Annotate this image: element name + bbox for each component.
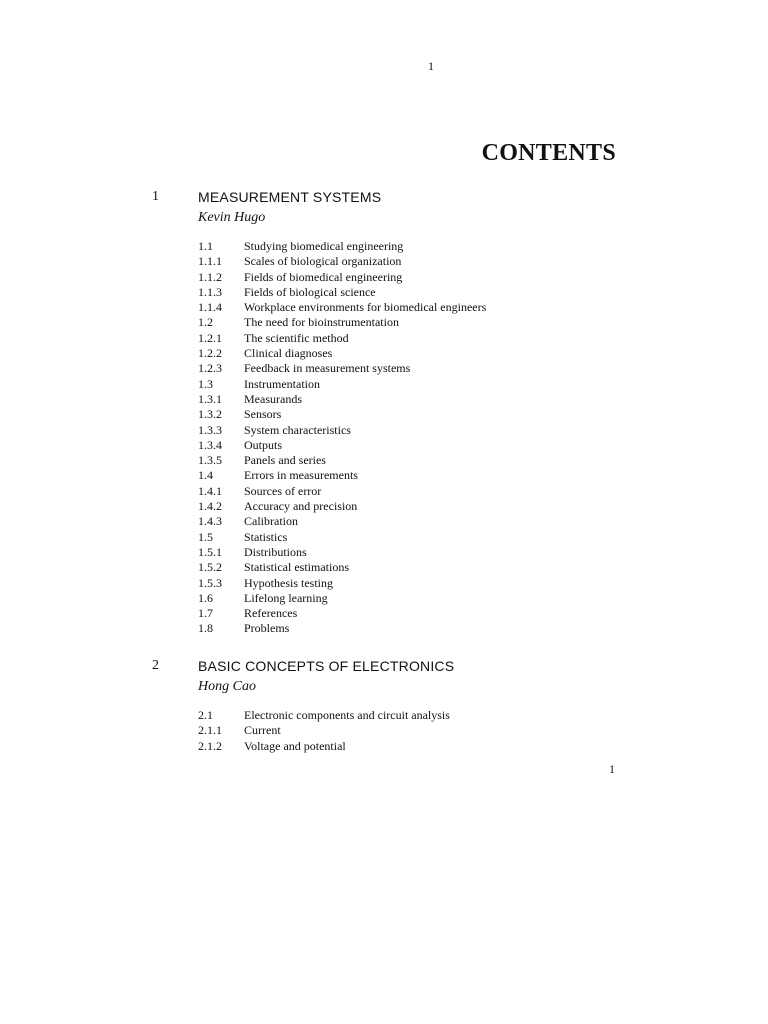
section-number: 1.2 (198, 315, 213, 330)
section-title: Distributions (244, 544, 307, 559)
page-number-top: 1 (428, 59, 434, 73)
section-number: 1.1.3 (198, 284, 222, 299)
toc-entry (198, 514, 630, 529)
section-number: 1.5 (198, 529, 213, 544)
section-list (198, 239, 630, 637)
section-number: 1.4 (198, 468, 213, 483)
section-title: Statistical estimations (244, 560, 349, 575)
chapter-author: Hong Cao (198, 679, 256, 694)
section-title: Sources of error (244, 483, 322, 498)
section-number: 1.1.4 (198, 300, 222, 315)
section-number: 1.3.2 (198, 407, 222, 422)
toc-entry (198, 723, 630, 738)
section-number: 1.7 (198, 606, 213, 621)
section-title: System characteristics (244, 422, 351, 437)
section-title: Statistics (244, 529, 288, 544)
section-title: Feedback in measurement systems (244, 361, 411, 376)
chapter-heading (150, 189, 630, 208)
section-number: 1.5.2 (198, 560, 222, 575)
toc-entry (198, 621, 630, 636)
section-number: 1.3.3 (198, 422, 222, 437)
section-number: 1.6 (198, 590, 213, 605)
section-title: Instrumentation (244, 376, 320, 391)
page-number-bottom: 1 (609, 762, 615, 776)
toc-entry (198, 453, 630, 468)
contents-title: CONTENTS (481, 140, 616, 166)
section-title: Fields of biomedical engineering (244, 269, 403, 284)
section-title: Problems (244, 621, 290, 636)
toc-entry (198, 331, 630, 346)
toc-entry (198, 300, 630, 315)
toc-entry (198, 708, 630, 723)
section-title: Studying biomedical engineering (244, 239, 404, 253)
section-list (198, 708, 630, 754)
chapter-1 (150, 189, 630, 637)
section-number: 1.4.3 (198, 514, 222, 529)
section-number: 1.4.2 (198, 499, 222, 514)
toc-entry (198, 285, 630, 300)
chapter-number: 2 (152, 658, 159, 673)
section-title: The scientific method (244, 330, 349, 345)
chapter-number: 1 (152, 189, 159, 204)
section-title: Outputs (244, 437, 283, 452)
section-number: 2.1.1 (198, 723, 222, 738)
toc-entry (198, 576, 630, 591)
section-title: Electronic components and circuit analysis (244, 708, 450, 722)
toc-entry (198, 392, 630, 407)
section-title: Lifelong learning (244, 590, 328, 605)
section-title: Fields of biological science (244, 284, 376, 299)
toc-entry (198, 591, 630, 606)
section-number: 2.1.2 (198, 738, 222, 753)
section-title: Accuracy and precision (244, 499, 358, 514)
section-number: 1.4.1 (198, 483, 222, 498)
toc-entry (198, 423, 630, 438)
section-number: 2.1 (198, 708, 213, 722)
toc-entry (198, 239, 630, 254)
section-number: 1.2.3 (198, 361, 222, 376)
section-number: 1.1.2 (198, 269, 222, 284)
section-title: Errors in measurements (244, 468, 358, 483)
section-title: The need for bioinstrumentation (244, 315, 399, 330)
chapter-heading (150, 658, 630, 677)
section-title: Scales of biological organization (244, 254, 402, 269)
toc-entry (198, 530, 630, 545)
section-number: 1.3.1 (198, 391, 222, 406)
section-number: 1.2.1 (198, 330, 222, 345)
section-title: Sensors (244, 407, 282, 422)
chapter-2 (150, 658, 630, 754)
toc-entry (198, 438, 630, 453)
section-title: Measurands (244, 391, 302, 406)
toc-entry (198, 499, 630, 514)
toc-entry (198, 545, 630, 560)
toc-entry (198, 468, 630, 483)
toc-entry (198, 606, 630, 621)
section-title: Hypothesis testing (244, 575, 333, 590)
toc-entry (198, 346, 630, 361)
toc-entry (198, 377, 630, 392)
toc-entry (198, 484, 630, 499)
section-number: 1.5.1 (198, 544, 222, 559)
section-title: Calibration (244, 514, 298, 529)
section-number: 1.5.3 (198, 575, 222, 590)
toc-entry (198, 407, 630, 422)
section-number: 1.2.2 (198, 346, 222, 361)
chapter-author: Kevin Hugo (198, 210, 266, 225)
section-number: 1.8 (198, 621, 213, 636)
toc-entry (198, 315, 630, 330)
section-number: 1.1 (198, 239, 213, 253)
section-title: Voltage and potential (244, 738, 346, 753)
toc-entry (198, 361, 630, 376)
section-title: References (244, 606, 298, 621)
toc-entry (198, 560, 630, 575)
section-title: Clinical diagnoses (244, 346, 333, 361)
section-title: Panels and series (244, 453, 326, 468)
chapter-title: BASIC CONCEPTS OF ELECTRONICS (198, 658, 455, 674)
toc-entry (198, 270, 630, 285)
section-number: 1.3.5 (198, 453, 222, 468)
toc-entry (198, 739, 630, 754)
section-number: 1.3.4 (198, 437, 222, 452)
section-number: 1.1.1 (198, 254, 222, 269)
section-title: Current (244, 723, 281, 738)
section-title: Workplace environments for biomedical engineers (244, 300, 487, 315)
toc-entry (198, 254, 630, 269)
section-number: 1.3 (198, 376, 213, 391)
chapter-title: MEASUREMENT SYSTEMS (198, 189, 382, 205)
